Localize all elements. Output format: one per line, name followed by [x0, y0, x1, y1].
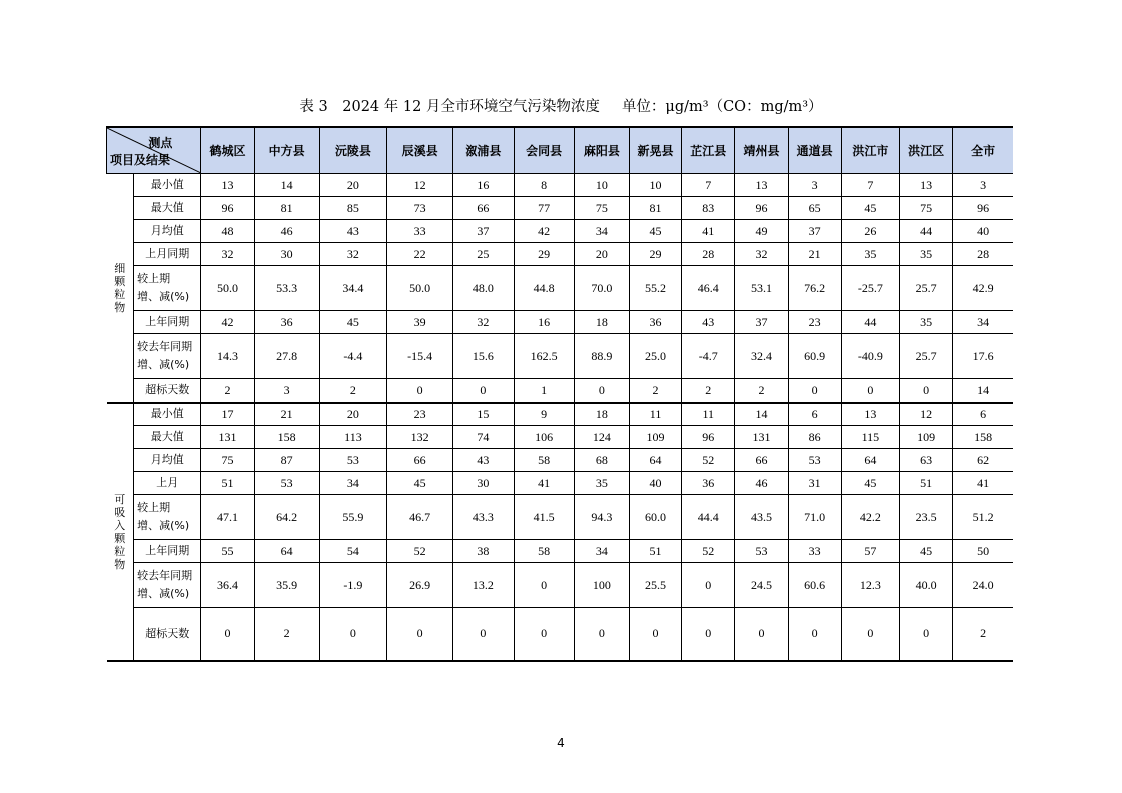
value-cell: -40.9: [841, 334, 899, 379]
value-cell: 25.7: [899, 334, 952, 379]
value-cell: 34: [953, 311, 1013, 334]
value-cell: 2: [319, 379, 386, 403]
column-header: 沅陵县: [319, 127, 386, 174]
value-cell: -4.7: [682, 334, 735, 379]
row-label: 月均值: [134, 449, 201, 472]
value-cell: 41: [514, 472, 574, 495]
value-cell: 12: [899, 403, 952, 426]
value-cell: 37: [735, 311, 788, 334]
value-cell: 6: [953, 403, 1013, 426]
value-cell: 0: [453, 608, 514, 661]
value-cell: 33: [788, 540, 841, 563]
value-cell: 20: [574, 243, 629, 266]
value-cell: 51: [629, 540, 681, 563]
value-cell: 11: [629, 403, 681, 426]
value-cell: 66: [735, 449, 788, 472]
value-cell: 44.4: [682, 495, 735, 540]
value-cell: 29: [514, 243, 574, 266]
value-cell: 35: [841, 243, 899, 266]
value-cell: 85: [319, 197, 386, 220]
value-cell: 55: [201, 540, 254, 563]
value-cell: 29: [629, 243, 681, 266]
value-cell: 22: [387, 243, 453, 266]
value-cell: 0: [788, 379, 841, 403]
value-cell: 60.6: [788, 563, 841, 608]
value-cell: 14.3: [201, 334, 254, 379]
row-label: 上月: [134, 472, 201, 495]
value-cell: 0: [574, 379, 629, 403]
value-cell: 55.9: [319, 495, 386, 540]
value-cell: 28: [953, 243, 1013, 266]
value-cell: 0: [841, 608, 899, 661]
column-header: 通道县: [788, 127, 841, 174]
value-cell: 20: [319, 403, 386, 426]
value-cell: 44: [841, 311, 899, 334]
value-cell: 96: [735, 197, 788, 220]
value-cell: 45: [899, 540, 952, 563]
value-cell: 49: [735, 220, 788, 243]
value-cell: 21: [254, 403, 319, 426]
value-cell: 25.7: [899, 266, 952, 311]
value-cell: 75: [574, 197, 629, 220]
row-label: 上年同期: [134, 540, 201, 563]
value-cell: 6: [788, 403, 841, 426]
value-cell: 94.3: [574, 495, 629, 540]
value-cell: 2: [953, 608, 1013, 661]
value-cell: 13: [841, 403, 899, 426]
value-cell: 11: [682, 403, 735, 426]
value-cell: 43: [453, 449, 514, 472]
value-cell: -1.9: [319, 563, 386, 608]
value-cell: 0: [453, 379, 514, 403]
value-cell: 47.1: [201, 495, 254, 540]
value-cell: 64: [629, 449, 681, 472]
value-cell: 2: [201, 379, 254, 403]
table-row: [107, 563, 1014, 608]
value-cell: 53.3: [254, 266, 319, 311]
table-row: [107, 266, 1014, 311]
value-cell: 2: [735, 379, 788, 403]
value-cell: 50.0: [387, 266, 453, 311]
value-cell: 51: [201, 472, 254, 495]
table-row: [107, 449, 1014, 472]
value-cell: 53: [788, 449, 841, 472]
value-cell: 3: [788, 174, 841, 197]
value-cell: 42.9: [953, 266, 1013, 311]
value-cell: 43: [682, 311, 735, 334]
row-label: 较上期 增、减(%): [134, 266, 201, 311]
value-cell: 2: [682, 379, 735, 403]
value-cell: 10: [574, 174, 629, 197]
group-label-cell: [107, 403, 134, 661]
row-label: 较上期 增、减(%): [134, 495, 201, 540]
value-cell: 0: [574, 608, 629, 661]
value-cell: 0: [387, 379, 453, 403]
value-cell: 53: [319, 449, 386, 472]
value-cell: 76.2: [788, 266, 841, 311]
value-cell: 42: [201, 311, 254, 334]
value-cell: 48: [201, 220, 254, 243]
value-cell: 71.0: [788, 495, 841, 540]
table-row: [107, 403, 1014, 426]
value-cell: 60.9: [788, 334, 841, 379]
value-cell: 86: [788, 426, 841, 449]
row-label: 较去年同期 增、减(%): [134, 563, 201, 608]
table-row: [107, 495, 1014, 540]
value-cell: 24.5: [735, 563, 788, 608]
value-cell: 109: [629, 426, 681, 449]
value-cell: 21: [788, 243, 841, 266]
table-row: [107, 174, 1014, 197]
value-cell: 41: [953, 472, 1013, 495]
value-cell: 17.6: [953, 334, 1013, 379]
value-cell: 18: [574, 403, 629, 426]
value-cell: 40: [953, 220, 1013, 243]
value-cell: 7: [682, 174, 735, 197]
table-title: [0, 95, 1122, 116]
value-cell: 109: [899, 426, 952, 449]
value-cell: 13: [735, 174, 788, 197]
value-cell: 124: [574, 426, 629, 449]
value-cell: 0: [841, 379, 899, 403]
table-row: [107, 379, 1014, 403]
value-cell: 35.9: [254, 563, 319, 608]
value-cell: 115: [841, 426, 899, 449]
value-cell: 53: [254, 472, 319, 495]
column-header: 会同县: [514, 127, 574, 174]
table-row: [107, 243, 1014, 266]
value-cell: 7: [841, 174, 899, 197]
value-cell: 15: [453, 403, 514, 426]
value-cell: 40.0: [899, 563, 952, 608]
value-cell: 25.0: [629, 334, 681, 379]
value-cell: 50.0: [201, 266, 254, 311]
value-cell: 32: [201, 243, 254, 266]
value-cell: 32: [453, 311, 514, 334]
value-cell: 77: [514, 197, 574, 220]
value-cell: 44: [899, 220, 952, 243]
column-header: 芷江县: [682, 127, 735, 174]
value-cell: 100: [574, 563, 629, 608]
table-row: [107, 426, 1014, 449]
value-cell: 16: [514, 311, 574, 334]
value-cell: 83: [682, 197, 735, 220]
table-row: [107, 540, 1014, 563]
table-unit: 单位：μg/m³（CO：mg/m³）: [621, 99, 823, 115]
value-cell: 33: [387, 220, 453, 243]
value-cell: -25.7: [841, 266, 899, 311]
value-cell: 23: [788, 311, 841, 334]
column-header: 麻阳县: [574, 127, 629, 174]
value-cell: 87: [254, 449, 319, 472]
value-cell: 43.3: [453, 495, 514, 540]
value-cell: 96: [682, 426, 735, 449]
value-cell: 132: [387, 426, 453, 449]
value-cell: 75: [201, 449, 254, 472]
value-cell: 62: [953, 449, 1013, 472]
value-cell: 52: [682, 449, 735, 472]
value-cell: 81: [629, 197, 681, 220]
value-cell: 45: [319, 311, 386, 334]
value-cell: 31: [788, 472, 841, 495]
value-cell: 18: [574, 311, 629, 334]
value-cell: 3: [254, 379, 319, 403]
value-cell: 55.2: [629, 266, 681, 311]
value-cell: 51.2: [953, 495, 1013, 540]
value-cell: 0: [629, 608, 681, 661]
value-cell: 17: [201, 403, 254, 426]
group-label: 细颗粒物: [114, 261, 126, 314]
value-cell: 13: [201, 174, 254, 197]
value-cell: 64: [841, 449, 899, 472]
group-label-cell: [107, 174, 134, 403]
corner-header-cell: [107, 127, 201, 174]
value-cell: 158: [254, 426, 319, 449]
group-label: 可吸入颗粒物: [114, 492, 126, 571]
value-cell: 9: [514, 403, 574, 426]
table-row: [107, 608, 1014, 661]
value-cell: 15.6: [453, 334, 514, 379]
column-header: 鹤城区: [201, 127, 254, 174]
value-cell: 16: [453, 174, 514, 197]
value-cell: 34: [574, 540, 629, 563]
value-cell: 35: [899, 243, 952, 266]
value-cell: 58: [514, 540, 574, 563]
value-cell: 34: [319, 472, 386, 495]
value-cell: 12.3: [841, 563, 899, 608]
value-cell: 23.5: [899, 495, 952, 540]
value-cell: 0: [788, 608, 841, 661]
value-cell: 0: [387, 608, 453, 661]
column-header: 洪江市: [841, 127, 899, 174]
row-label: 超标天数: [134, 608, 201, 661]
value-cell: 53: [735, 540, 788, 563]
value-cell: 46: [735, 472, 788, 495]
value-cell: 48.0: [453, 266, 514, 311]
column-header: 中方县: [254, 127, 319, 174]
value-cell: 35: [574, 472, 629, 495]
value-cell: 12: [387, 174, 453, 197]
value-cell: 23: [387, 403, 453, 426]
table-row: [107, 220, 1014, 243]
corner-label-item: 项目及结果: [110, 153, 171, 167]
value-cell: 66: [453, 197, 514, 220]
value-cell: 28: [682, 243, 735, 266]
value-cell: 57: [841, 540, 899, 563]
value-cell: 96: [201, 197, 254, 220]
value-cell: 0: [514, 608, 574, 661]
value-cell: 0: [899, 608, 952, 661]
value-cell: 113: [319, 426, 386, 449]
value-cell: 131: [201, 426, 254, 449]
value-cell: 45: [841, 197, 899, 220]
value-cell: 131: [735, 426, 788, 449]
value-cell: 27.8: [254, 334, 319, 379]
row-label: 上月同期: [134, 243, 201, 266]
value-cell: 64.2: [254, 495, 319, 540]
value-cell: 35: [899, 311, 952, 334]
value-cell: 63: [899, 449, 952, 472]
value-cell: 26.9: [387, 563, 453, 608]
value-cell: 158: [953, 426, 1013, 449]
value-cell: 106: [514, 426, 574, 449]
value-cell: 0: [201, 608, 254, 661]
value-cell: 53.1: [735, 266, 788, 311]
value-cell: 24.0: [953, 563, 1013, 608]
value-cell: 0: [319, 608, 386, 661]
table-body: [107, 174, 1014, 661]
value-cell: 25.5: [629, 563, 681, 608]
page-number: 4: [557, 736, 565, 750]
value-cell: 88.9: [574, 334, 629, 379]
value-cell: 13.2: [453, 563, 514, 608]
column-header: 新晃县: [629, 127, 681, 174]
value-cell: 46.4: [682, 266, 735, 311]
value-cell: 30: [254, 243, 319, 266]
table-row: [107, 334, 1014, 379]
table-row: [107, 197, 1014, 220]
value-cell: 0: [899, 379, 952, 403]
value-cell: 32: [319, 243, 386, 266]
value-cell: 13: [899, 174, 952, 197]
value-cell: 52: [387, 540, 453, 563]
value-cell: 74: [453, 426, 514, 449]
value-cell: 37: [453, 220, 514, 243]
value-cell: 0: [735, 608, 788, 661]
value-cell: 43.5: [735, 495, 788, 540]
value-cell: 14: [735, 403, 788, 426]
value-cell: 60.0: [629, 495, 681, 540]
table-row: [107, 472, 1014, 495]
column-header: 辰溪县: [387, 127, 453, 174]
value-cell: 30: [453, 472, 514, 495]
value-cell: 75: [899, 197, 952, 220]
value-cell: 36: [254, 311, 319, 334]
value-cell: 73: [387, 197, 453, 220]
value-cell: 14: [254, 174, 319, 197]
value-cell: 45: [841, 472, 899, 495]
corner-label-station: 测点: [148, 136, 173, 150]
value-cell: 2: [254, 608, 319, 661]
value-cell: 66: [387, 449, 453, 472]
value-cell: 44.8: [514, 266, 574, 311]
value-cell: 46.7: [387, 495, 453, 540]
value-cell: 32: [735, 243, 788, 266]
value-cell: 43: [319, 220, 386, 243]
value-cell: 42.2: [841, 495, 899, 540]
value-cell: 45: [629, 220, 681, 243]
row-label: 较去年同期 增、减(%): [134, 334, 201, 379]
column-header: 溆浦县: [453, 127, 514, 174]
value-cell: 42: [514, 220, 574, 243]
value-cell: 81: [254, 197, 319, 220]
pollutant-table: [106, 126, 1013, 662]
value-cell: 68: [574, 449, 629, 472]
row-label: 月均值: [134, 220, 201, 243]
value-cell: 50: [953, 540, 1013, 563]
table-title-main: 表 3 2024 年 12 月全市环境空气污染物浓度: [299, 99, 600, 115]
value-cell: 34: [574, 220, 629, 243]
value-cell: 58: [514, 449, 574, 472]
value-cell: 2: [629, 379, 681, 403]
value-cell: 3: [953, 174, 1013, 197]
value-cell: 96: [953, 197, 1013, 220]
value-cell: 1: [514, 379, 574, 403]
value-cell: 10: [629, 174, 681, 197]
row-label: 最小值: [134, 174, 201, 197]
value-cell: 64: [254, 540, 319, 563]
value-cell: 26: [841, 220, 899, 243]
value-cell: 0: [682, 563, 735, 608]
value-cell: 51: [899, 472, 952, 495]
value-cell: 34.4: [319, 266, 386, 311]
value-cell: 52: [682, 540, 735, 563]
value-cell: 36: [682, 472, 735, 495]
column-header: 洪江区: [899, 127, 952, 174]
value-cell: 36: [629, 311, 681, 334]
table-row: [107, 311, 1014, 334]
value-cell: 54: [319, 540, 386, 563]
row-label: 上年同期: [134, 311, 201, 334]
value-cell: 41.5: [514, 495, 574, 540]
row-label: 最大值: [134, 197, 201, 220]
value-cell: 41: [682, 220, 735, 243]
value-cell: 45: [387, 472, 453, 495]
row-label: 超标天数: [134, 379, 201, 403]
header-row: [107, 127, 1014, 174]
value-cell: 32.4: [735, 334, 788, 379]
value-cell: 162.5: [514, 334, 574, 379]
value-cell: 38: [453, 540, 514, 563]
value-cell: 46: [254, 220, 319, 243]
value-cell: 14: [953, 379, 1013, 403]
value-cell: 20: [319, 174, 386, 197]
value-cell: 8: [514, 174, 574, 197]
row-label: 最小值: [134, 403, 201, 426]
value-cell: 25: [453, 243, 514, 266]
value-cell: -4.4: [319, 334, 386, 379]
value-cell: 39: [387, 311, 453, 334]
value-cell: 36.4: [201, 563, 254, 608]
value-cell: 40: [629, 472, 681, 495]
column-header: 全市: [953, 127, 1013, 174]
value-cell: -15.4: [387, 334, 453, 379]
value-cell: 70.0: [574, 266, 629, 311]
value-cell: 65: [788, 197, 841, 220]
column-header: 靖州县: [735, 127, 788, 174]
value-cell: 0: [514, 563, 574, 608]
value-cell: 37: [788, 220, 841, 243]
row-label: 最大值: [134, 426, 201, 449]
value-cell: 0: [682, 608, 735, 661]
